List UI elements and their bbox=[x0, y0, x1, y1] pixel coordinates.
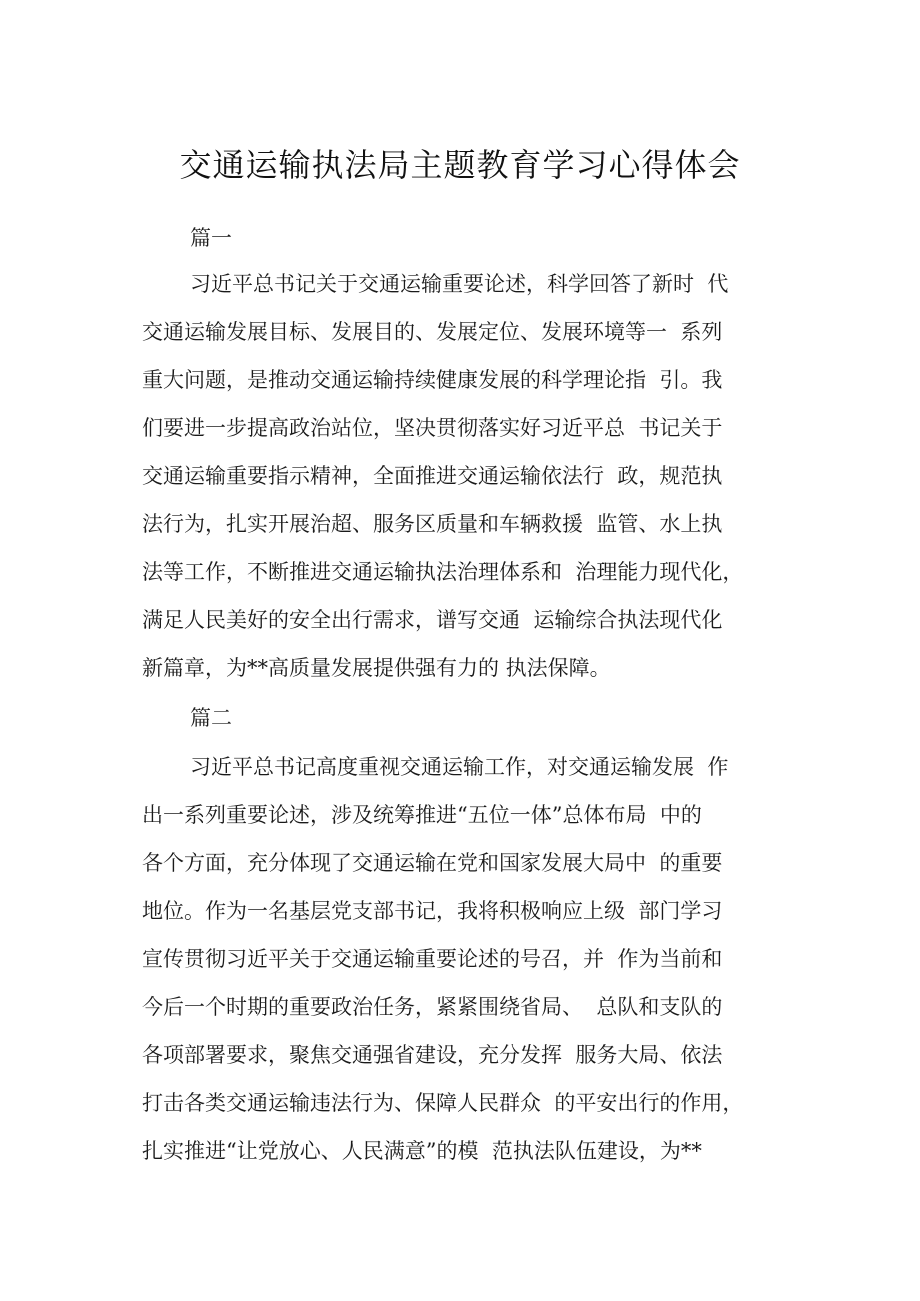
section-1-heading: 篇一 bbox=[190, 226, 232, 250]
paragraph-line: 出一系列重要论述，涉及统筹推进“五位一体”总体布局 中的 bbox=[142, 803, 702, 827]
paragraph-line: 各项部署要求，聚焦交通强省建设，充分发挥 服务大局、依法 bbox=[142, 1043, 723, 1067]
paragraph-line: 交通运输重要指示精神，全面推进交通运输依法行 政，规范执 bbox=[142, 464, 723, 488]
document-title: 交通运输执法局主题教育学习心得体会 bbox=[179, 146, 741, 184]
paragraph-line: 宣传贯彻习近平关于交通运输重要论述的号召，并 作为当前和 bbox=[142, 947, 723, 971]
paragraph-line: 各个方面，充分体现了交通运输在党和国家发展大局中 的重要 bbox=[142, 851, 723, 875]
paragraph-line: 打击各类交通运输违法行为、保障人民群众 的平安出行的作用， bbox=[142, 1091, 744, 1115]
paragraph-line: 交通运输发展目标、发展目的、发展定位、发展环境等一 系列 bbox=[142, 320, 723, 344]
paragraph-line: 习近平总书记关于交通运输重要论述，科学回答了新时 代 bbox=[190, 272, 729, 296]
paragraph-line: 新篇章，为**高质量发展提供强有力的 执法保障。 bbox=[142, 656, 611, 680]
paragraph-line: 们要进一步提高政治站位，坚决贯彻落实好习近平总 书记关于 bbox=[142, 416, 723, 440]
paragraph-line: 地位。作为一名基层党支部书记，我将积极响应上级 部门学习 bbox=[142, 899, 723, 923]
paragraph-line: 法等工作，不断推进交通运输执法治理体系和 治理能力现代化， bbox=[142, 560, 744, 584]
section-2-heading: 篇二 bbox=[190, 706, 232, 730]
paragraph-line: 满足人民美好的安全出行需求，谱写交通 运输综合执法现代化 bbox=[142, 608, 723, 632]
paragraph-line: 法行为，扎实开展治超、服务区质量和车辆救援 监管、水上执 bbox=[142, 512, 723, 536]
paragraph-line: 扎实推进“让党放心、人民满意”的模 范执法队伍建设，为** bbox=[142, 1139, 702, 1163]
paragraph-line: 重大问题，是推动交通运输持续健康发展的科学理论指 引。我 bbox=[142, 368, 723, 392]
paragraph-line: 今后一个时期的重要政治任务，紧紧围绕省局、 总队和支队的 bbox=[142, 995, 723, 1019]
paragraph-line: 习近平总书记高度重视交通运输工作，对交通运输发展 作 bbox=[190, 755, 729, 779]
